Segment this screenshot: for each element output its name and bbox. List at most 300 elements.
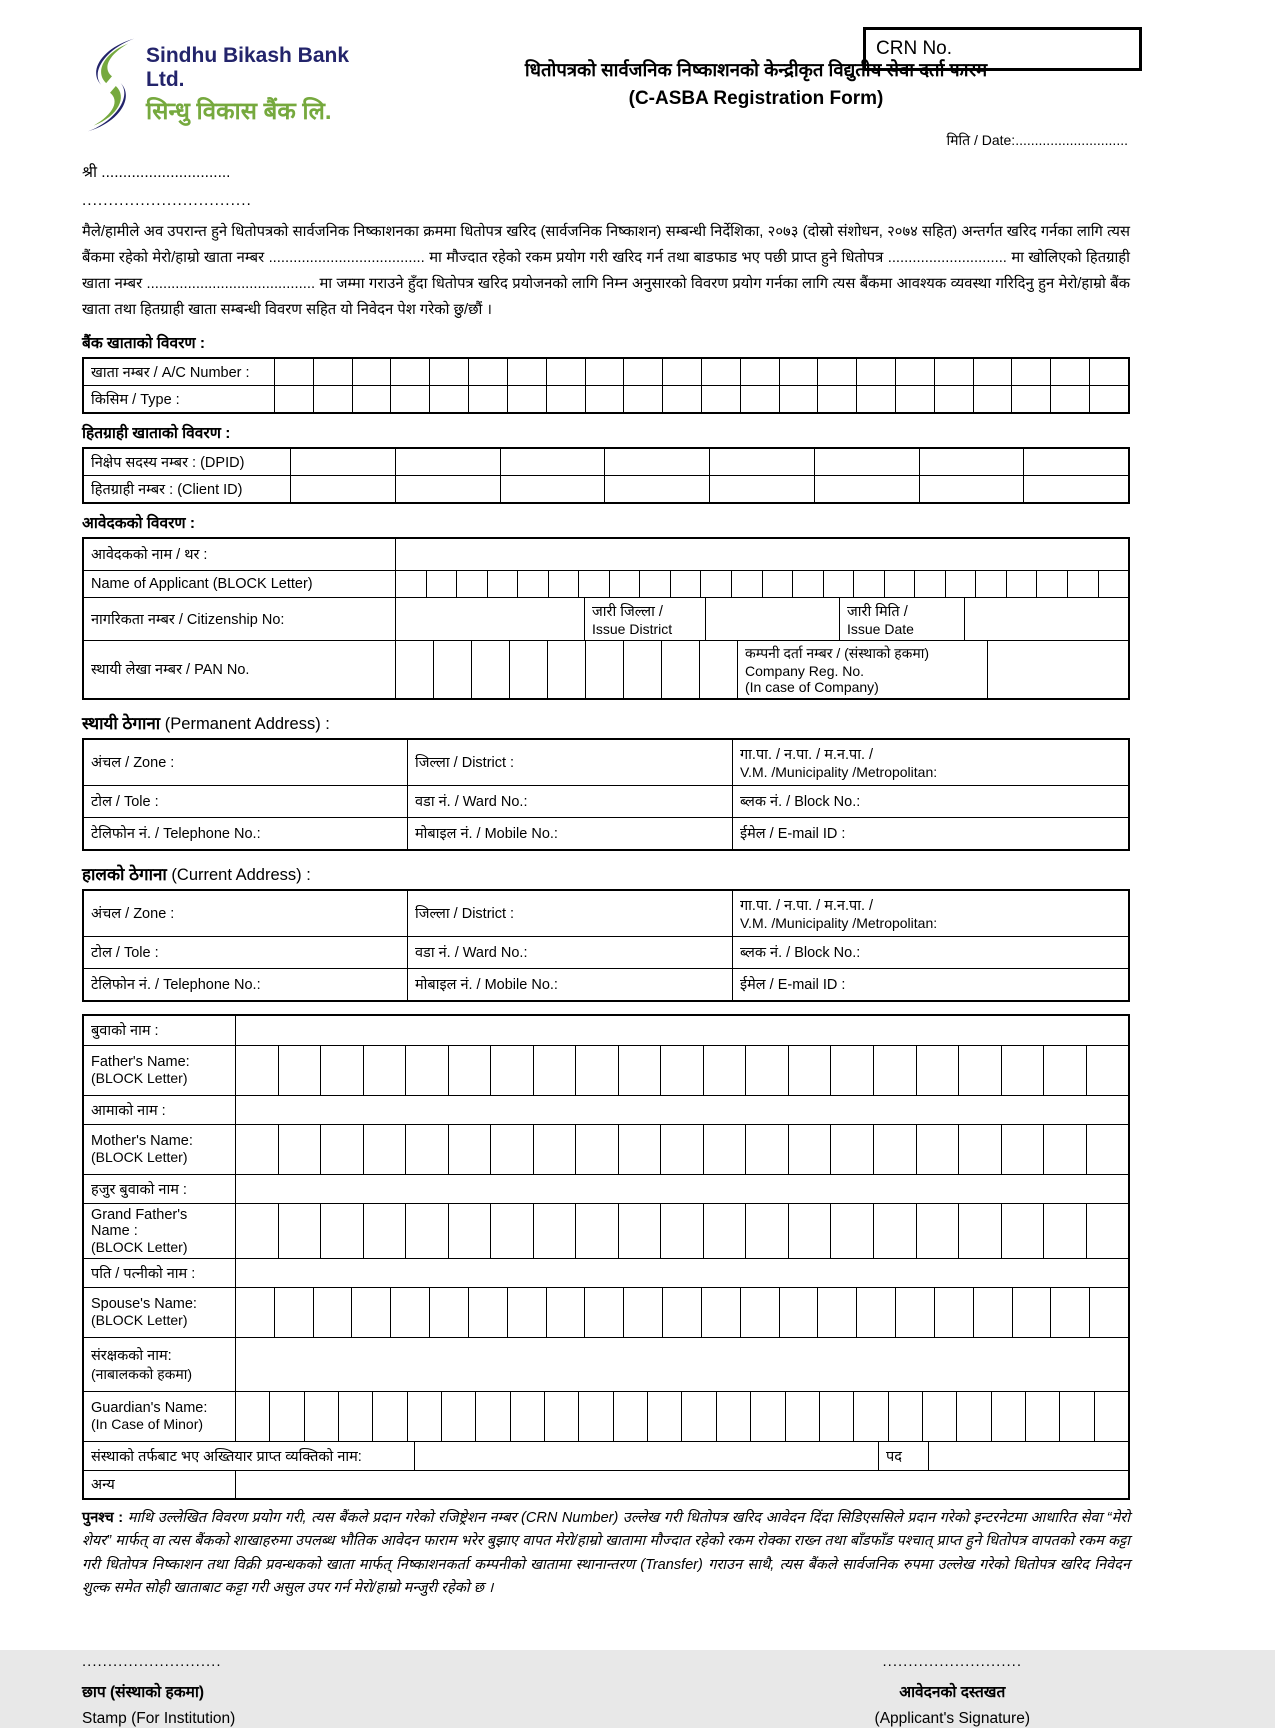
- char-cell[interactable]: [1043, 1204, 1086, 1258]
- char-cell[interactable]: [1001, 1046, 1044, 1095]
- char-cell[interactable]: [618, 1125, 661, 1174]
- char-cell[interactable]: [945, 571, 976, 597]
- curr-block-label[interactable]: ब्लक नं. / Block No.:: [732, 937, 1128, 968]
- curr-mobile-label[interactable]: मोबाइल नं. / Mobile No.:: [407, 969, 732, 1000]
- char-cell[interactable]: [830, 1125, 873, 1174]
- char-cell[interactable]: [740, 1288, 779, 1337]
- char-cell[interactable]: [236, 1046, 278, 1095]
- char-cell[interactable]: [916, 1125, 959, 1174]
- char-cell[interactable]: [500, 476, 605, 502]
- char-cell[interactable]: [873, 1204, 916, 1258]
- bank-name-english: Sindhu Bikash Bank Ltd.: [146, 43, 350, 91]
- company-reg-label: [737, 641, 987, 698]
- char-cell[interactable]: [475, 1392, 509, 1441]
- perm-telephone-label[interactable]: टेलिफोन नं. / Telephone No.:: [91, 826, 261, 843]
- char-cell[interactable]: [958, 1046, 1001, 1095]
- char-cell[interactable]: [623, 386, 662, 412]
- char-cell[interactable]: [856, 359, 895, 385]
- current-address-heading-en: (Current Address) :: [166, 865, 311, 884]
- signature-label-np: आवेदनको दस्तखत: [899, 1683, 1006, 1701]
- authorized-person-input[interactable]: [414, 1442, 878, 1470]
- char-cell[interactable]: [490, 1125, 533, 1174]
- char-cell[interactable]: [699, 641, 737, 698]
- char-cell[interactable]: [709, 476, 814, 502]
- char-cell[interactable]: [1011, 386, 1050, 412]
- char-cell[interactable]: [405, 1204, 448, 1258]
- char-cell[interactable]: [662, 359, 701, 385]
- char-cell[interactable]: [236, 1204, 278, 1258]
- char-cell[interactable]: [779, 1288, 818, 1337]
- char-cell[interactable]: [1023, 476, 1128, 502]
- char-cell[interactable]: [856, 386, 895, 412]
- char-cell[interactable]: [817, 386, 856, 412]
- char-cell[interactable]: [395, 449, 500, 475]
- curr-district-label[interactable]: जिल्ला / District :: [407, 891, 732, 936]
- char-cell[interactable]: [661, 641, 699, 698]
- curr-ward-label[interactable]: वडा नं. / Ward No.:: [407, 937, 732, 968]
- spouse-name-np-label: पति / पत्नीको नाम :: [91, 1265, 196, 1282]
- char-cell[interactable]: [975, 571, 1006, 597]
- char-cell[interactable]: [575, 1125, 618, 1174]
- father-name-en-l1: Father's Name:: [91, 1054, 190, 1071]
- char-cell[interactable]: [407, 1392, 441, 1441]
- char-cell[interactable]: [1089, 386, 1128, 412]
- account-number-label: खाता नम्बर / A/C Number :: [91, 364, 250, 381]
- char-cell[interactable]: [895, 359, 934, 385]
- char-cell[interactable]: [934, 1288, 973, 1337]
- char-cell[interactable]: [660, 1046, 703, 1095]
- char-cell[interactable]: [429, 1288, 468, 1337]
- perm-municipality-label[interactable]: [732, 740, 1128, 785]
- spouse-name-cells: [235, 1288, 1128, 1337]
- char-cell[interactable]: [372, 1392, 406, 1441]
- char-cell[interactable]: [779, 386, 818, 412]
- permanent-address-table: [82, 738, 1130, 851]
- char-cell[interactable]: [922, 1392, 956, 1441]
- guardian-name-np-l2: (नाबालकको हकमा): [91, 1365, 193, 1382]
- char-cell[interactable]: [575, 1204, 618, 1258]
- char-cell[interactable]: [396, 641, 433, 698]
- applicant-name-nepali-label: आवेदकको नाम / थर :: [91, 547, 208, 564]
- char-cell[interactable]: [313, 386, 352, 412]
- signature-label-en: (Applicant's Signature): [874, 1709, 1030, 1727]
- mother-name-en-l1: Mother's Name:: [91, 1133, 193, 1150]
- char-cell[interactable]: [958, 1204, 1001, 1258]
- char-cell[interactable]: [1043, 1046, 1086, 1095]
- char-cell[interactable]: [1089, 1288, 1128, 1337]
- spouse-name-en-label: [84, 1288, 235, 1337]
- char-cell[interactable]: [762, 571, 793, 597]
- signature-line[interactable]: ...........................: [882, 1652, 1023, 1670]
- char-cell[interactable]: [853, 571, 884, 597]
- curr-telephone-label[interactable]: टेलिफोन नं. / Telephone No.:: [91, 977, 261, 994]
- issue-date-label: [839, 598, 964, 640]
- char-cell[interactable]: [830, 1204, 873, 1258]
- char-cell[interactable]: [914, 571, 945, 597]
- char-cell[interactable]: [919, 476, 1024, 502]
- char-cell[interactable]: [934, 359, 973, 385]
- signature-area: [82, 1653, 1130, 1728]
- char-cell[interactable]: [471, 641, 509, 698]
- char-cell[interactable]: [363, 1046, 406, 1095]
- char-cell[interactable]: [585, 386, 624, 412]
- char-cell[interactable]: [396, 571, 426, 597]
- applicant-name-input[interactable]: [395, 539, 1128, 570]
- char-cell[interactable]: [1089, 359, 1128, 385]
- issue-district-label: [584, 598, 705, 640]
- char-cell[interactable]: [745, 1046, 788, 1095]
- char-cell[interactable]: [338, 1392, 372, 1441]
- permanent-address-heading-en: (Permanent Address) :: [160, 714, 330, 733]
- curr-tole-label[interactable]: टोल / Tole :: [91, 945, 159, 962]
- char-cell[interactable]: [352, 359, 391, 385]
- spouse-name-np-input[interactable]: [235, 1259, 1128, 1287]
- company-reg-input[interactable]: [987, 641, 1128, 698]
- char-cell[interactable]: [278, 1204, 321, 1258]
- guardian-name-en-l1: Guardian's Name:: [91, 1400, 208, 1417]
- char-cell[interactable]: [884, 571, 915, 597]
- char-cell[interactable]: [853, 1392, 887, 1441]
- mother-name-np-input[interactable]: [235, 1096, 1128, 1124]
- char-cell[interactable]: [275, 359, 313, 385]
- char-cell[interactable]: [1098, 571, 1129, 597]
- char-cell[interactable]: [701, 386, 740, 412]
- char-cell[interactable]: [585, 359, 624, 385]
- client-id-label: हितग्राही नम्बर : (Client ID): [91, 481, 243, 498]
- guardian-name-np-input[interactable]: [235, 1338, 1128, 1391]
- char-cell[interactable]: [1006, 571, 1037, 597]
- dpid-cells: [290, 449, 1128, 475]
- char-cell[interactable]: [709, 449, 814, 475]
- char-cell[interactable]: [623, 641, 661, 698]
- char-cell[interactable]: [448, 1125, 491, 1174]
- char-cell[interactable]: [740, 386, 779, 412]
- char-cell[interactable]: [320, 1204, 363, 1258]
- char-cell[interactable]: [1059, 1392, 1093, 1441]
- char-cell[interactable]: [395, 476, 500, 502]
- char-cell[interactable]: [448, 1204, 491, 1258]
- char-cell[interactable]: [510, 1392, 544, 1441]
- char-cell[interactable]: [390, 386, 429, 412]
- perm-ward-label[interactable]: वडा नं. / Ward No.:: [407, 786, 732, 817]
- char-cell[interactable]: [618, 1204, 661, 1258]
- char-cell[interactable]: [788, 1204, 831, 1258]
- char-cell[interactable]: [958, 1125, 1001, 1174]
- char-cell[interactable]: [236, 1392, 269, 1441]
- char-cell[interactable]: [703, 1046, 746, 1095]
- char-cell[interactable]: [490, 1046, 533, 1095]
- char-cell[interactable]: [830, 1046, 873, 1095]
- char-cell[interactable]: [441, 1392, 475, 1441]
- char-cell[interactable]: [236, 1288, 274, 1337]
- char-cell[interactable]: [856, 1288, 895, 1337]
- bank-logo: [82, 35, 382, 135]
- char-cell[interactable]: [429, 359, 468, 385]
- beneficiary-heading: हितग्राही खाताको विवरण :: [82, 424, 231, 442]
- char-cell[interactable]: [703, 1204, 746, 1258]
- char-cell[interactable]: [426, 571, 457, 597]
- char-cell[interactable]: [1043, 1125, 1086, 1174]
- char-cell[interactable]: [585, 641, 623, 698]
- char-cell[interactable]: [468, 359, 507, 385]
- applicant-heading: आवेदकको विवरण :: [82, 514, 196, 532]
- issue-date-input[interactable]: [964, 598, 1128, 640]
- char-cell[interactable]: [433, 641, 471, 698]
- char-cell[interactable]: [740, 359, 779, 385]
- char-cell[interactable]: [613, 1392, 647, 1441]
- char-cell[interactable]: [660, 1204, 703, 1258]
- applicant-table: [82, 537, 1130, 700]
- char-cell[interactable]: [533, 1046, 576, 1095]
- char-cell[interactable]: [448, 1046, 491, 1095]
- account-type-cells: [274, 386, 1128, 412]
- char-cell[interactable]: [1011, 359, 1050, 385]
- char-cell[interactable]: [814, 449, 919, 475]
- char-cell[interactable]: [604, 476, 709, 502]
- char-cell[interactable]: [817, 1288, 856, 1337]
- char-cell[interactable]: [662, 1288, 701, 1337]
- grandfather-name-np-label: हजुर बुवाको नाम :: [91, 1181, 187, 1198]
- char-cell[interactable]: [1050, 386, 1089, 412]
- permanent-address-heading-np: स्थायी ठेगाना: [82, 713, 161, 733]
- char-cell[interactable]: [487, 571, 518, 597]
- char-cell[interactable]: [274, 1288, 313, 1337]
- char-cell[interactable]: [236, 1125, 278, 1174]
- char-cell[interactable]: [1023, 449, 1128, 475]
- perm-municipality-en: V.M. /Municipality /Metropolitan:: [740, 764, 938, 781]
- guardian-name-en-label: [84, 1392, 235, 1441]
- char-cell[interactable]: [390, 1288, 429, 1337]
- char-cell[interactable]: [547, 641, 585, 698]
- postscript-text: माथि उल्लेखित विवरण प्रयोग गरी, त्यस बैंकले प्रदान गरेको रजिष्ट्रेशन नम्बर (CRN Number) उल्लेख गरी धितोपत्र खरिद आवेदन दिंदा सिडिएससिले प्रदान गरेको इन्टरनेटमा आधारित सेवा “मेरो शेयर” मार्फत् वा त्यस बैंकको शाखाहरुमा उपलब्ध भौतिक आवेदन फाराम भरेर बुझाए वापत मेरो/हाम्रो खातामा मौज्दात रहेको रकम रोक्का राख्न तथा बाँडफाँड पश्चात् प्राप्त हुने धितोपत्र वापतको रकम कट्टा गरी धितोपत्र निष्काशन तथा विक्री प्रवन्धकको खाता मार्फत् निष्काशनकर्ता कम्पनीको खातामा स्थानान्तरण (Transfer) गराउन साथै, त्यस बैंकले सार्वजनिक रुपमा उल्लेख गरेको धितोपत्र खरिद निवेदन शुल्क समेत सोही खाताबाट कट्टा गरी असुल उपर गर्न मेरो/हाम्रो मन्जुरी रहेको छ ।: [82, 1509, 1130, 1597]
- citizenship-number-input[interactable]: [395, 598, 584, 640]
- char-cell[interactable]: [792, 571, 823, 597]
- char-cell[interactable]: [500, 449, 605, 475]
- char-cell[interactable]: [544, 1392, 578, 1441]
- bank-account-table: [82, 357, 1130, 414]
- char-cell[interactable]: [817, 359, 856, 385]
- char-cell[interactable]: [320, 1125, 363, 1174]
- issue-date-label-en: Issue Date: [847, 620, 914, 637]
- char-cell[interactable]: [1067, 571, 1098, 597]
- stamp-label-en: Stamp (For Institution): [82, 1709, 236, 1727]
- char-cell[interactable]: [662, 386, 701, 412]
- curr-email-label[interactable]: ईमेल / E-mail ID :: [732, 969, 1128, 1000]
- char-cell[interactable]: [575, 1046, 618, 1095]
- char-cell[interactable]: [701, 1288, 740, 1337]
- char-cell[interactable]: [745, 1204, 788, 1258]
- char-cell[interactable]: [584, 1288, 623, 1337]
- char-cell[interactable]: [517, 571, 548, 597]
- curr-municipality-label[interactable]: [732, 891, 1128, 936]
- char-cell[interactable]: [623, 359, 662, 385]
- char-cell[interactable]: [1050, 1288, 1089, 1337]
- char-cell[interactable]: [405, 1125, 448, 1174]
- char-cell[interactable]: [291, 449, 395, 475]
- post-input[interactable]: [928, 1442, 1128, 1470]
- char-cell[interactable]: [788, 1046, 831, 1095]
- char-cell[interactable]: [1094, 1392, 1128, 1441]
- other-label: अन्य: [91, 1477, 115, 1494]
- char-cell[interactable]: [351, 1288, 390, 1337]
- char-cell[interactable]: [779, 359, 818, 385]
- char-cell[interactable]: [546, 386, 585, 412]
- char-cell[interactable]: [745, 1125, 788, 1174]
- char-cell[interactable]: [916, 1204, 959, 1258]
- date-field[interactable]: मिति / Date:.............................: [946, 132, 1128, 148]
- form-title-english: (C-ASBA Registration Form): [628, 88, 884, 109]
- char-cell[interactable]: [973, 359, 1012, 385]
- char-cell[interactable]: [700, 571, 731, 597]
- crn-number-box[interactable]: [863, 27, 1142, 71]
- char-cell[interactable]: [313, 359, 352, 385]
- authorized-person-label: संस्थाको तर्फबाट भए अख्तियार प्राप्त व्यक्तिको नाम:: [91, 1448, 362, 1465]
- father-name-np-input[interactable]: [235, 1016, 1128, 1045]
- char-cell[interactable]: [991, 1392, 1025, 1441]
- char-cell[interactable]: [916, 1046, 959, 1095]
- char-cell[interactable]: [507, 386, 546, 412]
- perm-mobile-label[interactable]: मोबाइल नं. / Mobile No.:: [407, 818, 732, 849]
- char-cell[interactable]: [785, 1392, 819, 1441]
- char-cell[interactable]: [750, 1392, 784, 1441]
- char-cell[interactable]: [429, 386, 468, 412]
- bank-account-heading: बैंक खाताको विवरण :: [82, 334, 206, 352]
- postscript-note: [82, 1507, 1130, 1601]
- father-name-en-label: [84, 1046, 235, 1095]
- citizenship-number-label: नागरिकता नम्बर / Citizenship No:: [91, 611, 285, 628]
- char-cell[interactable]: [919, 449, 1024, 475]
- postscript-label: पुनश्च :: [82, 1509, 124, 1526]
- char-cell[interactable]: [456, 571, 487, 597]
- grandfather-name-np-input[interactable]: [235, 1175, 1128, 1203]
- char-cell[interactable]: [533, 1125, 576, 1174]
- char-cell[interactable]: [934, 386, 973, 412]
- perm-zone-label[interactable]: अंचल / Zone :: [91, 755, 175, 772]
- char-cell[interactable]: [405, 1046, 448, 1095]
- mother-name-en-label: [84, 1125, 235, 1174]
- char-cell[interactable]: [873, 1125, 916, 1174]
- char-cell[interactable]: [895, 386, 934, 412]
- char-cell[interactable]: [546, 359, 585, 385]
- account-number-cells: [274, 359, 1128, 385]
- father-name-cells: [235, 1046, 1128, 1095]
- char-cell[interactable]: [888, 1392, 922, 1441]
- char-cell[interactable]: [1050, 359, 1089, 385]
- char-cell[interactable]: [814, 476, 919, 502]
- stamp-line[interactable]: ...........................: [82, 1652, 222, 1670]
- char-cell[interactable]: [623, 1288, 662, 1337]
- guardian-name-np-l1: संरक्षकको नाम:: [91, 1347, 172, 1364]
- char-cell[interactable]: [1086, 1046, 1129, 1095]
- guardian-name-cells: [235, 1392, 1128, 1441]
- char-cell[interactable]: [363, 1204, 406, 1258]
- char-cell[interactable]: [269, 1392, 303, 1441]
- char-cell[interactable]: [609, 571, 640, 597]
- current-address-heading: [82, 862, 1130, 885]
- char-cell[interactable]: [278, 1125, 321, 1174]
- char-cell[interactable]: [507, 359, 546, 385]
- char-cell[interactable]: [639, 571, 670, 597]
- char-cell[interactable]: [578, 1392, 612, 1441]
- grandfather-name-en-l1: Grand Father's Name :: [91, 1206, 188, 1239]
- char-cell[interactable]: [507, 1288, 546, 1337]
- perm-district-label[interactable]: जिल्ला / District :: [407, 740, 732, 785]
- char-cell[interactable]: [823, 571, 854, 597]
- char-cell[interactable]: [647, 1392, 681, 1441]
- char-cell[interactable]: [1036, 571, 1067, 597]
- char-cell[interactable]: [313, 1288, 352, 1337]
- char-cell[interactable]: [1086, 1204, 1129, 1258]
- company-reg-label-np: कम्पनी दर्ता नम्बर / (संस्थाको हकमा): [745, 644, 930, 661]
- char-cell[interactable]: [681, 1392, 715, 1441]
- other-input[interactable]: [235, 1471, 1128, 1498]
- bank-name-nepali: सिन्धु विकास बैंक लि.: [146, 97, 332, 125]
- char-cell[interactable]: [660, 1125, 703, 1174]
- mother-name-cells: [235, 1125, 1128, 1174]
- perm-block-label[interactable]: ब्लक नं. / Block No.:: [732, 786, 1128, 817]
- perm-email-label[interactable]: ईमेल / E-mail ID :: [732, 818, 1128, 849]
- char-cell[interactable]: [1001, 1204, 1044, 1258]
- char-cell[interactable]: [1025, 1392, 1059, 1441]
- char-cell[interactable]: [716, 1392, 750, 1441]
- spouse-name-en-l2: (BLOCK Letter): [91, 1312, 188, 1329]
- char-cell[interactable]: [973, 1288, 1012, 1337]
- char-cell[interactable]: [956, 1392, 990, 1441]
- char-cell[interactable]: [731, 571, 762, 597]
- char-cell[interactable]: [468, 386, 507, 412]
- char-cell[interactable]: [703, 1125, 746, 1174]
- dpid-label: निक्षेप सदस्य नम्बर : (DPID): [91, 454, 245, 471]
- perm-tole-label[interactable]: टोल / Tole :: [91, 794, 159, 811]
- char-cell[interactable]: [1086, 1125, 1129, 1174]
- char-cell[interactable]: [604, 449, 709, 475]
- family-details-table: [82, 1014, 1130, 1500]
- char-cell[interactable]: [304, 1392, 338, 1441]
- guardian-name-np-label: [84, 1338, 235, 1391]
- char-cell[interactable]: [819, 1392, 853, 1441]
- char-cell[interactable]: [390, 359, 429, 385]
- char-cell[interactable]: [973, 386, 1012, 412]
- char-cell[interactable]: [291, 476, 395, 502]
- char-cell[interactable]: [670, 571, 701, 597]
- char-cell[interactable]: [1001, 1125, 1044, 1174]
- char-cell[interactable]: [618, 1046, 661, 1095]
- char-cell[interactable]: [278, 1046, 321, 1095]
- curr-zone-label[interactable]: अंचल / Zone :: [91, 906, 175, 923]
- char-cell[interactable]: [546, 1288, 585, 1337]
- char-cell[interactable]: [275, 386, 313, 412]
- char-cell[interactable]: [788, 1125, 831, 1174]
- char-cell[interactable]: [701, 359, 740, 385]
- salutation-line-2[interactable]: ................................: [82, 192, 252, 209]
- char-cell[interactable]: [468, 1288, 507, 1337]
- father-name-np-label: बुवाको नाम :: [91, 1023, 159, 1040]
- char-cell[interactable]: [533, 1204, 576, 1258]
- father-name-en-l2: (BLOCK Letter): [91, 1070, 188, 1087]
- char-cell[interactable]: [320, 1046, 363, 1095]
- char-cell[interactable]: [363, 1125, 406, 1174]
- char-cell[interactable]: [1012, 1288, 1051, 1337]
- char-cell[interactable]: [509, 641, 547, 698]
- char-cell[interactable]: [578, 571, 609, 597]
- char-cell[interactable]: [548, 571, 579, 597]
- salutation-line[interactable]: श्री ..............................: [82, 164, 231, 181]
- issue-district-input[interactable]: [705, 598, 839, 640]
- char-cell[interactable]: [895, 1288, 934, 1337]
- char-cell[interactable]: [490, 1204, 533, 1258]
- char-cell[interactable]: [873, 1046, 916, 1095]
- char-cell[interactable]: [352, 386, 391, 412]
